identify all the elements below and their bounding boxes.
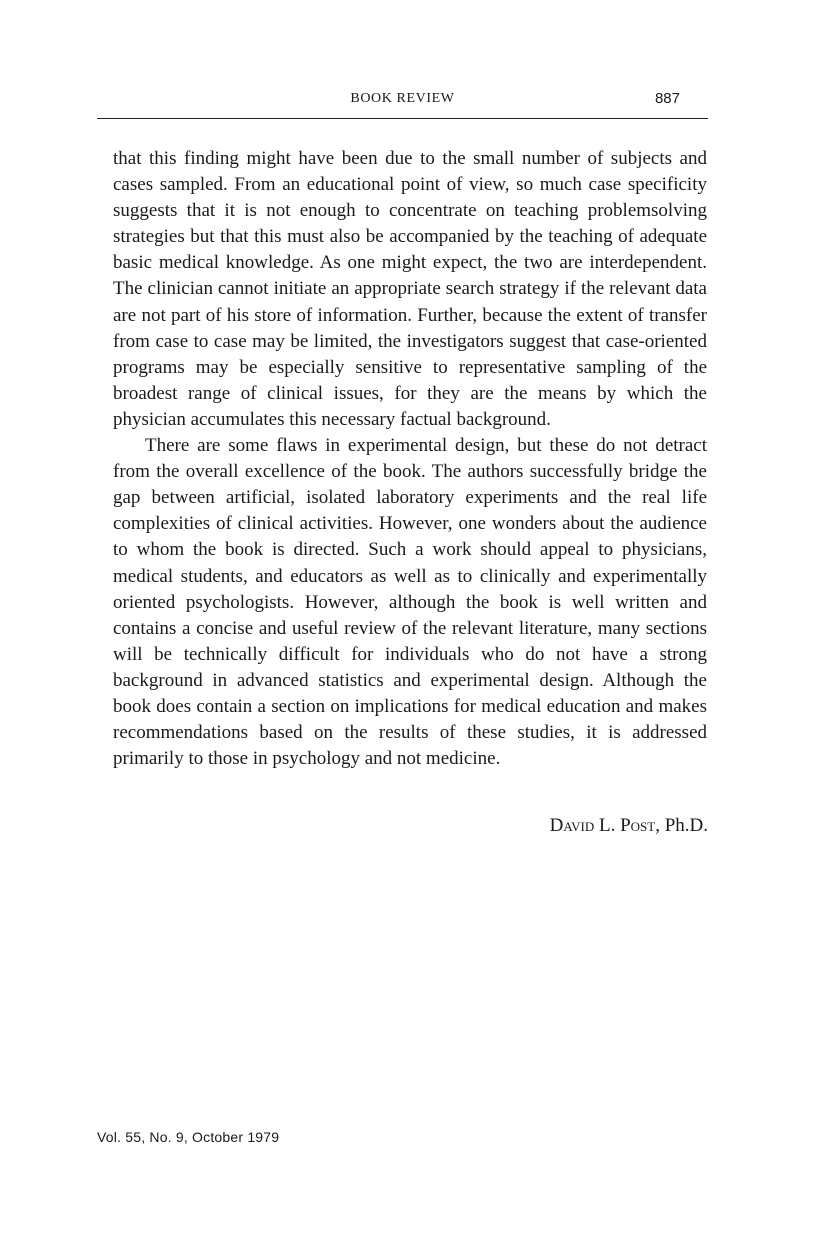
- author-name: David L. Post,: [549, 815, 660, 836]
- body-paragraph-1: that this finding might have been due to the small number of subjects and cases sampled. From an educational point of view, so much case specificity suggests that it is not enough to concentrate on teaching problemsolving strategies but that this must also be accompanied by the teaching of adequate basic medical knowledge. As one might expect, the two are interdependent. The clinician cannot initiate an appropriate search strategy if the relevant data are not part of his store of information. Further, because the extent of transfer from case to case may be limited, the investigators suggest that case-oriented programs may be especially sensitive to representative sampling of the broadest range of clinical issues, for they are the means by which the physician accumulates this necessary factual background.: [113, 148, 707, 430]
- author-degree: Ph.D.: [664, 815, 708, 836]
- page-number: 887: [654, 90, 680, 107]
- journal-citation: Vol. 55, No. 9, October 1979: [97, 1129, 280, 1145]
- running-head: [97, 88, 708, 118]
- author-signature: [550, 815, 708, 837]
- running-title: BOOK REVIEW: [350, 91, 455, 106]
- header-rule: [97, 118, 708, 119]
- body-paragraph-2: There are some flaws in experimental design, but these do not detract from the overall excellence of the book. The authors successfully bridge the gap between artificial, isolated laboratory experiments and the real life complexities of clinical activities. However, one wonders about the audience to whom the book is directed. Such a work should appeal to physicians, medical students, and educators as well as to clinically and experimentally oriented psychologists. However, although the book is well written and contains a concise and useful review of the relevant literature, many sections will be technically difficult for individuals who do not have a strong background in advanced statistics and experimental design. Although the book does contain a section on implications for medical education and makes recommendations based on the results of these studies, it is addressed primarily to those in psychology and not medicine.: [113, 435, 707, 770]
- article-body: [113, 146, 707, 772]
